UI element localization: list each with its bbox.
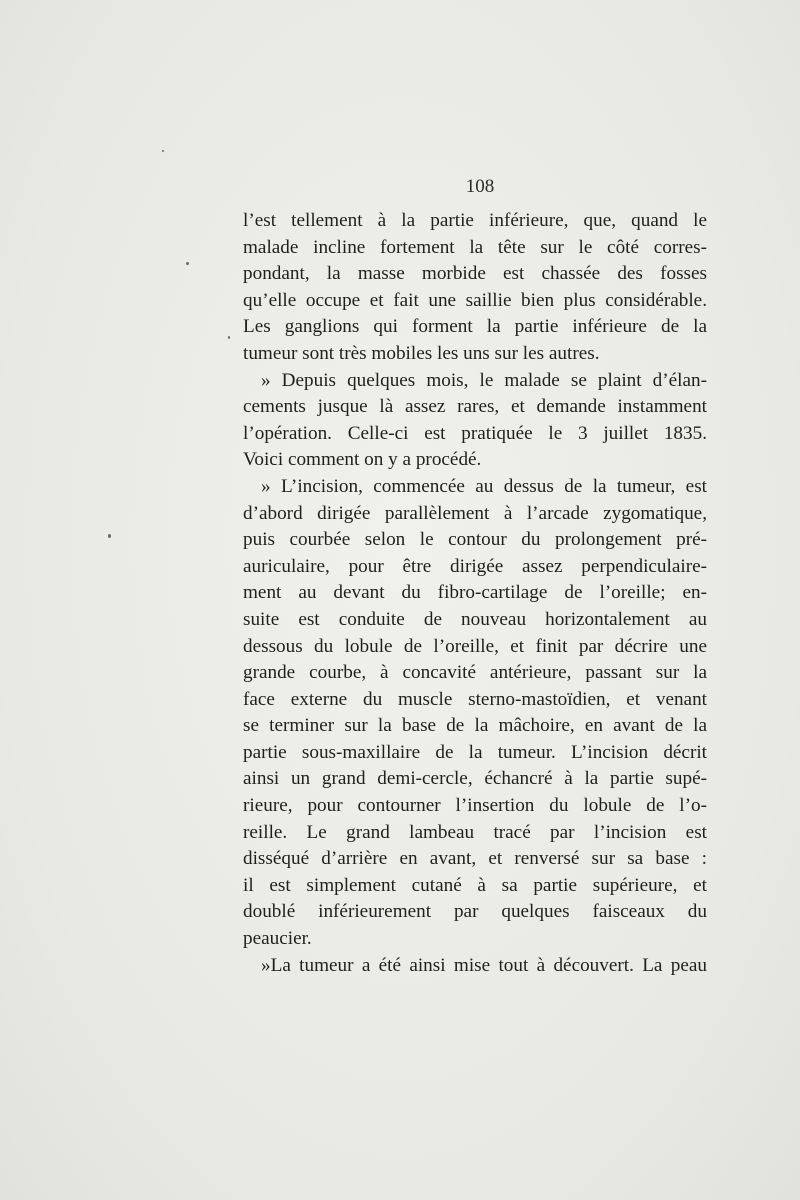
text-line: Les ganglions qui forment la partie inférieure de la [243,316,707,338]
text-line: partie sous-maxillaire de la tumeur. L’incision décrit [243,741,707,763]
text-line: » Depuis quelques mois, le malade se plaint d’élan- [261,369,707,391]
text-line: dessous du lobule de l’oreille, et finit par décrire une [243,635,707,657]
text-line: auriculaire, pour être dirigée assez perpendiculaire- [243,555,707,577]
body-text [243,208,707,979]
paper-speck [186,262,189,265]
page-number: 108 [465,176,495,197]
text-line: se terminer sur la base de la mâchoire, en avant de la [243,715,707,737]
paper-speck [108,534,111,538]
text-line: reille. Le grand lambeau tracé par l’incision est [243,821,707,843]
text-line: suite est conduite de nouveau horizontalement au [243,608,707,630]
text-line: pondant, la masse morbide est chassée des fosses [243,263,707,285]
text-line: il est simplement cutané à sa partie supérieure, et [243,874,707,896]
text-line: malade incline fortement la tête sur le côté corres- [243,236,707,258]
text-line: peaucier. [243,928,312,950]
text-line: face externe du muscle sterno-mastoïdien, et venant [243,688,707,710]
text-line: disséqué d’arrière en avant, et renversé sur sa base : [243,848,707,870]
text-line: rieure, pour contourner l’insertion du lobule de l’o- [243,795,707,817]
text-line: qu’elle occupe et fait une saillie bien plus considérable. [243,289,707,311]
text-line: l’est tellement à la partie inférieure, que, quand le [243,210,707,231]
text-line: ainsi un grand demi-cercle, échancré à la partie supé- [243,768,707,790]
text-line: cements jusque là assez rares, et demande instamment [243,396,707,418]
text-line: d’abord dirigée parallèlement à l’arcade zygomatique, [243,502,707,524]
text-line: »La tumeur a été ainsi mise tout à découvert. La peau [261,954,707,976]
text-line: puis courbée selon le contour du prolongement pré- [243,529,707,551]
text-line: » L’incision, commencée au dessus de la tumeur, est [261,475,707,497]
text-line: Voici comment on y a procédé. [243,449,482,471]
text-line: tumeur sont très mobiles les uns sur les autres. [243,342,600,364]
text-line: grande courbe, à concavité antérieure, passant sur la [243,662,707,684]
paper-speck [162,150,164,152]
text-line: l’opération. Celle-ci est pratiquée le 3 juillet 1835. [243,422,707,444]
paper-speck [228,336,230,339]
text-line: doublé inférieurement par quelques faisceaux du [243,901,707,923]
text-line: ment au devant du fibro-cartilage de l’oreille; en- [243,582,707,604]
